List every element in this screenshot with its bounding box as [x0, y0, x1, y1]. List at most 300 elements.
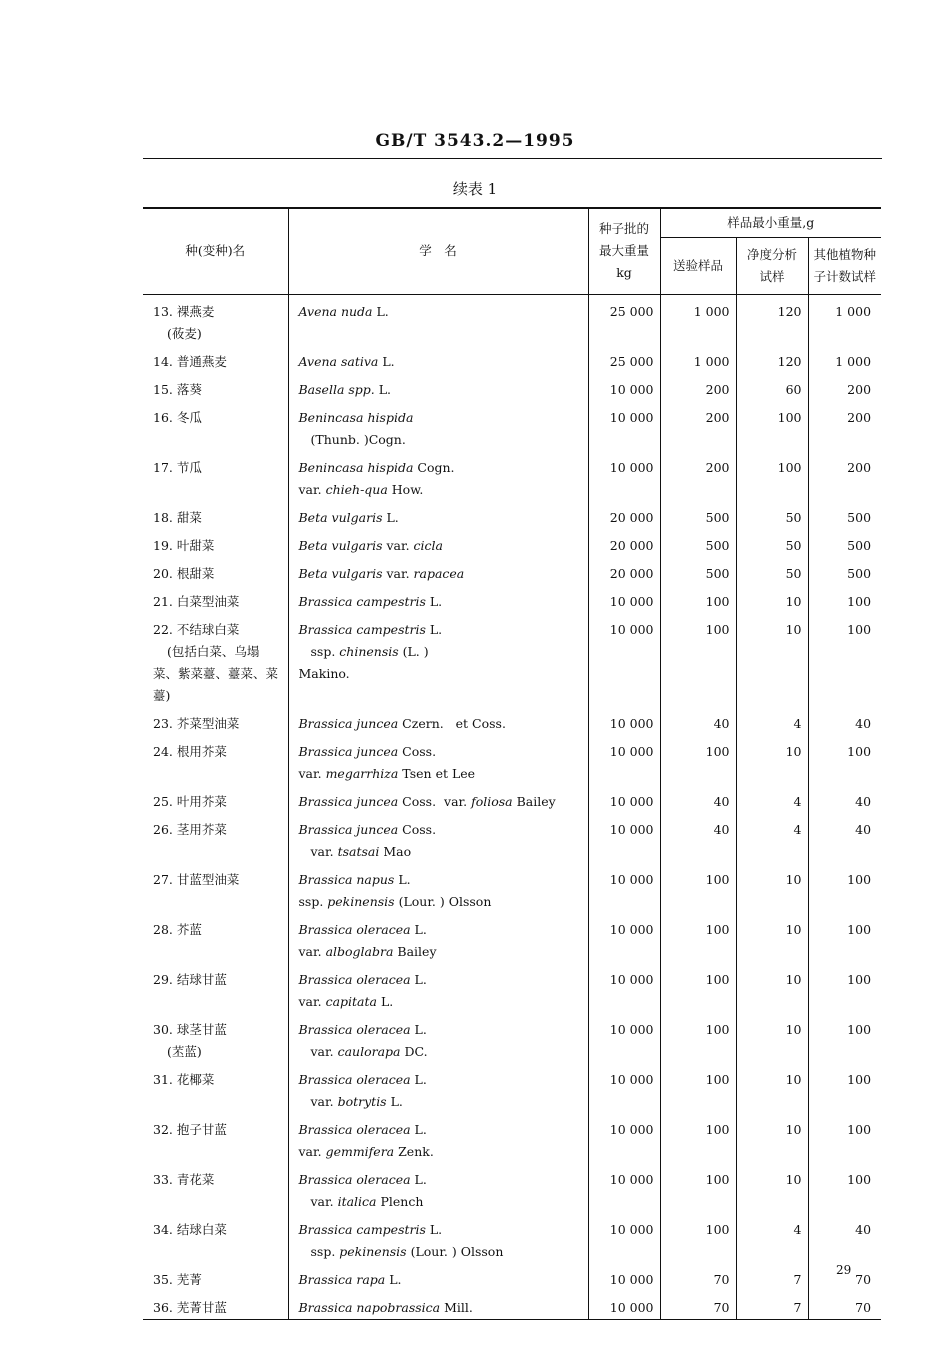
scientific-name-italic: Beta vulgaris [298, 509, 383, 525]
submitted-sample-cell: 1 000 [660, 345, 736, 373]
submitted-sample-cell: 40 [660, 707, 736, 735]
table-row [143, 585, 881, 613]
scientific-name-text: var. [382, 565, 414, 581]
submitted-sample-cell: 70 [660, 1291, 736, 1320]
species-name-cell [143, 863, 288, 913]
scientific-name-line [299, 919, 588, 941]
scientific-name-text: Coss. var. [398, 793, 472, 809]
other-seed-count-cell: 40 [808, 813, 881, 863]
species-name-line: 31. 花椰菜 [153, 1071, 215, 1087]
species-name-cell [143, 1113, 288, 1163]
submitted-sample-cell: 40 [660, 813, 736, 863]
submitted-sample-cell: 200 [660, 401, 736, 451]
scientific-name-line [299, 1191, 588, 1213]
lot-max-weight-cell: 10 000 [588, 1013, 660, 1063]
scientific-name-italic: Brassica campestris [298, 621, 426, 637]
purity-sample-cell: 10 [736, 613, 808, 707]
col-header-name: 种(变种)名 [143, 208, 288, 294]
col-header-submitted: 送验样品 [660, 237, 736, 294]
table-row [143, 501, 881, 529]
other-seed-count-cell: 200 [808, 373, 881, 401]
species-name-cell [143, 613, 288, 707]
scientific-name-text: (L. ) [398, 643, 429, 659]
scientific-name-italic: Beta vulgaris [298, 565, 383, 581]
scientific-name-text: L. [425, 621, 443, 637]
scientific-name-text: (Lour. ) Olsson [394, 893, 492, 909]
purity-sample-cell: 4 [736, 813, 808, 863]
scientific-name-line [299, 1141, 588, 1163]
species-name-line: 15. 落葵 [153, 381, 202, 397]
species-name-line: 19. 叶甜菜 [153, 537, 215, 553]
species-name-cell [143, 785, 288, 813]
submitted-sample-cell: 200 [660, 451, 736, 501]
species-name-cell [143, 963, 288, 1013]
scientific-name-line [299, 791, 588, 813]
scientific-name-cell [288, 585, 588, 613]
purity-sample-cell: 60 [736, 373, 808, 401]
table-row [143, 613, 881, 707]
col-header-other-seed [808, 237, 881, 294]
table-row [143, 913, 881, 963]
lot-max-weight-cell: 10 000 [588, 1213, 660, 1263]
table-body [143, 294, 881, 1319]
scientific-name-line [299, 819, 588, 841]
col-header-other-seed-line2: 子计数试样 [813, 268, 877, 284]
species-name-line: 27. 甘蓝型油菜 [153, 871, 240, 887]
scientific-name-cell [288, 613, 588, 707]
species-name-cell [143, 373, 288, 401]
document-header: GB/T 3543.2—1995 [375, 131, 575, 151]
species-name-line: 23. 芥菜型油菜 [153, 715, 240, 731]
purity-sample-cell: 50 [736, 529, 808, 557]
table-row [143, 1113, 881, 1163]
table-row [143, 785, 881, 813]
scientific-name-line [299, 741, 588, 763]
purity-sample-cell: 10 [736, 585, 808, 613]
scientific-name-italic: Brassica juncea [298, 715, 399, 731]
table-row [143, 373, 881, 401]
table-row [143, 1063, 881, 1113]
scientific-name-cell [288, 401, 588, 451]
scientific-name-text: L. [410, 1121, 427, 1137]
scientific-name-cell [288, 813, 588, 863]
other-seed-count-cell: 100 [808, 585, 881, 613]
scientific-name-cell [288, 707, 588, 735]
scientific-name-italic: pekinensis [339, 1243, 407, 1259]
scientific-name-line [299, 841, 588, 863]
species-name-cell [143, 1163, 288, 1213]
scientific-name-line [299, 1169, 588, 1191]
scientific-name-text: (Thunb. )Cogn. [310, 431, 406, 447]
species-name-line: 菜、紫菜薹、薹菜、菜 [153, 665, 279, 681]
purity-sample-cell: 10 [736, 913, 808, 963]
scientific-name-line [299, 869, 588, 891]
lot-max-weight-cell: 10 000 [588, 913, 660, 963]
scientific-name-line [299, 663, 588, 685]
scientific-name-cell [288, 1263, 588, 1291]
species-name-line: (苤蓝) [167, 1043, 202, 1059]
scientific-name-text: Mill. [440, 1299, 473, 1315]
scientific-name-italic: Brassica oleracea [298, 971, 411, 987]
submitted-sample-cell: 40 [660, 785, 736, 813]
col-header-min-weight-group: 样品最小重量,g [660, 208, 881, 237]
scientific-name-line [299, 351, 588, 373]
scientific-name-text: L. [410, 971, 427, 987]
scientific-name-italic: Brassica oleracea [298, 921, 411, 937]
scientific-name-line [299, 1069, 588, 1091]
scientific-name-text: DC. [400, 1043, 428, 1059]
scientific-name-text: Makino. [298, 665, 350, 681]
scientific-name-text: L. [425, 593, 443, 609]
scientific-name-text: var. [310, 843, 338, 859]
scientific-name-text: L. [372, 303, 389, 319]
scientific-name-cell [288, 1163, 588, 1213]
scientific-name-cell [288, 863, 588, 913]
scientific-name-line [299, 619, 588, 641]
scientific-name-italic: foliosa [471, 793, 513, 809]
purity-sample-cell: 10 [736, 735, 808, 785]
other-seed-count-cell: 100 [808, 735, 881, 785]
species-name-line: 21. 白菜型油菜 [153, 593, 240, 609]
scientific-name-italic: caulorapa [337, 1043, 401, 1059]
table-row [143, 529, 881, 557]
scientific-name-cell [288, 294, 588, 345]
scientific-name-text: var. [382, 537, 414, 553]
scientific-name-line [299, 763, 588, 785]
species-name-line: 32. 抱子甘蓝 [153, 1121, 227, 1137]
scientific-name-italic: Avena nuda [298, 303, 373, 319]
scientific-name-text: Plench [376, 1193, 424, 1209]
scientific-name-text: L. [410, 921, 427, 937]
other-seed-count-cell: 100 [808, 963, 881, 1013]
lot-max-weight-cell: 10 000 [588, 707, 660, 735]
scientific-name-cell [288, 1213, 588, 1263]
scientific-name-italic: tsatsai [337, 843, 380, 859]
lot-max-weight-cell: 20 000 [588, 501, 660, 529]
species-name-cell [143, 707, 288, 735]
lot-max-weight-cell: 10 000 [588, 1263, 660, 1291]
lot-max-weight-cell: 10 000 [588, 1291, 660, 1320]
scientific-name-cell [288, 501, 588, 529]
lot-max-weight-cell: 10 000 [588, 373, 660, 401]
scientific-name-cell [288, 451, 588, 501]
purity-sample-cell: 10 [736, 1013, 808, 1063]
scientific-name-cell [288, 1063, 588, 1113]
lot-max-weight-cell: 10 000 [588, 1113, 660, 1163]
scientific-name-text: L. [394, 871, 411, 887]
submitted-sample-cell: 100 [660, 613, 736, 707]
species-name-cell [143, 451, 288, 501]
col-header-lot-max-line2: 最大重量 [598, 243, 649, 259]
purity-sample-cell: 10 [736, 863, 808, 913]
species-name-line: 17. 节瓜 [153, 459, 202, 475]
other-seed-count-cell: 200 [808, 451, 881, 501]
lot-max-weight-cell: 10 000 [588, 785, 660, 813]
species-name-line: 25. 叶用芥菜 [153, 793, 227, 809]
page-number: 29 [836, 1263, 852, 1277]
table-caption: 续表 1 [452, 180, 498, 198]
scientific-name-line [299, 407, 588, 429]
scientific-name-line [299, 969, 588, 991]
scientific-name-line [299, 1041, 588, 1063]
col-header-lot-max [588, 208, 660, 294]
scientific-name-italic: Brassica juncea [298, 821, 399, 837]
purity-sample-cell: 120 [736, 294, 808, 345]
scientific-name-text: Tsen et Lee [398, 765, 476, 781]
scientific-name-text: L. [425, 1221, 443, 1237]
submitted-sample-cell: 1 000 [660, 294, 736, 345]
scientific-name-italic: botrytis [337, 1093, 387, 1109]
scientific-name-italic: chieh-qua [325, 481, 388, 497]
species-name-cell [143, 557, 288, 585]
species-name-line: 28. 芥蓝 [153, 921, 202, 937]
purity-sample-cell: 50 [736, 557, 808, 585]
lot-max-weight-cell: 10 000 [588, 585, 660, 613]
lot-max-weight-cell: 25 000 [588, 345, 660, 373]
scientific-name-italic: capitata [325, 993, 377, 1009]
scientific-name-text: ssp. [310, 1243, 340, 1259]
scientific-name-text: Coss. [398, 821, 437, 837]
scientific-name-text: L. [410, 1171, 427, 1187]
scientific-name-line [299, 563, 588, 585]
species-name-cell [143, 1291, 288, 1320]
scientific-name-line [299, 1019, 588, 1041]
submitted-sample-cell: 100 [660, 913, 736, 963]
scientific-name-text: Bailey [393, 943, 437, 959]
col-header-other-seed-line1: 其他植物种 [813, 246, 877, 262]
scientific-name-text: Zenk. [394, 1143, 434, 1159]
scientific-name-text: L. [378, 353, 395, 369]
scientific-name-text: L. [385, 1271, 402, 1287]
scientific-name-text: var. [310, 1043, 338, 1059]
other-seed-count-cell: 70 [808, 1263, 881, 1291]
purity-sample-cell: 4 [736, 785, 808, 813]
scientific-name-italic: rapacea [413, 565, 465, 581]
table-row [143, 557, 881, 585]
scientific-name-line [299, 713, 588, 735]
purity-sample-cell: 100 [736, 451, 808, 501]
scientific-name-cell [288, 963, 588, 1013]
species-name-line: 30. 球茎甘蓝 [153, 1021, 227, 1037]
scientific-name-italic: Beta vulgaris [298, 537, 383, 553]
table-row [143, 345, 881, 373]
scientific-name-cell [288, 1113, 588, 1163]
scientific-name-text: var. [298, 765, 326, 781]
species-name-line: 34. 结球白菜 [153, 1221, 227, 1237]
other-seed-count-cell: 100 [808, 1063, 881, 1113]
other-seed-count-cell: 100 [808, 1113, 881, 1163]
scientific-name-text: (Lour. ) Olsson [406, 1243, 504, 1259]
scientific-name-text: Coss. [398, 743, 437, 759]
species-name-cell [143, 1213, 288, 1263]
scientific-name-text: Bailey [512, 793, 556, 809]
col-header-purity [736, 237, 808, 294]
lot-max-weight-cell: 10 000 [588, 1063, 660, 1113]
other-seed-count-cell: 500 [808, 557, 881, 585]
scientific-name-italic: Benincasa hispida [298, 459, 414, 475]
species-name-line: 13. 裸燕麦 [153, 303, 215, 319]
other-seed-count-cell: 40 [808, 785, 881, 813]
scientific-name-text: ssp. [310, 643, 340, 659]
scientific-name-line [299, 591, 588, 613]
species-name-line: 16. 冬瓜 [153, 409, 202, 425]
species-name-cell [143, 913, 288, 963]
scientific-name-italic: Brassica napobrassica [298, 1299, 441, 1315]
purity-sample-cell: 100 [736, 401, 808, 451]
scientific-name-cell [288, 1013, 588, 1063]
lot-max-weight-cell: 20 000 [588, 529, 660, 557]
lot-max-weight-cell: 25 000 [588, 294, 660, 345]
species-name-line: 18. 甜菜 [153, 509, 202, 525]
scientific-name-text: ssp. [298, 893, 328, 909]
lot-max-weight-cell: 10 000 [588, 401, 660, 451]
scientific-name-italic: pekinensis [327, 893, 395, 909]
table-row [143, 294, 881, 345]
scientific-name-text: L. [410, 1071, 427, 1087]
scientific-name-italic: Avena sativa [298, 353, 379, 369]
submitted-sample-cell: 100 [660, 963, 736, 1013]
other-seed-count-cell: 500 [808, 501, 881, 529]
species-name-cell [143, 585, 288, 613]
species-name-line: 35. 芜菁 [153, 1271, 202, 1287]
scientific-name-text: Czern. et Coss. [398, 715, 506, 731]
submitted-sample-cell: 500 [660, 557, 736, 585]
species-name-line: 29. 结球甘蓝 [153, 971, 227, 987]
table-row [143, 707, 881, 735]
scientific-name-italic: Brassica campestris [298, 593, 426, 609]
scientific-name-line [299, 479, 588, 501]
other-seed-count-cell: 100 [808, 613, 881, 707]
scientific-name-text: Mao [379, 843, 412, 859]
scientific-name-italic: gemmifera [325, 1143, 395, 1159]
other-seed-count-cell: 200 [808, 401, 881, 451]
scientific-name-line [299, 379, 588, 401]
other-seed-count-cell: 100 [808, 863, 881, 913]
species-name-cell [143, 1263, 288, 1291]
other-seed-count-cell: 100 [808, 1013, 881, 1063]
species-name-line: 20. 根甜菜 [153, 565, 215, 581]
scientific-name-text: Cogn. [413, 459, 455, 475]
scientific-name-italic: Brassica campestris [298, 1221, 426, 1237]
scientific-name-italic: Brassica napus [298, 871, 395, 887]
submitted-sample-cell: 100 [660, 585, 736, 613]
scientific-name-text: var. [298, 943, 326, 959]
submitted-sample-cell: 200 [660, 373, 736, 401]
purity-sample-cell: 10 [736, 1163, 808, 1213]
scientific-name-text: L. [374, 381, 392, 397]
table-row [143, 735, 881, 785]
col-header-scientific: 学 名 [288, 208, 588, 294]
species-name-line: 26. 茎用芥菜 [153, 821, 227, 837]
species-name-cell [143, 345, 288, 373]
scientific-name-text: var. [310, 1193, 338, 1209]
other-seed-count-cell: 70 [808, 1291, 881, 1320]
species-name-cell [143, 501, 288, 529]
species-name-line: 22. 不结球白菜 [153, 621, 240, 637]
purity-sample-cell: 10 [736, 1113, 808, 1163]
species-name-line: 14. 普通燕麦 [153, 353, 227, 369]
scientific-name-line [299, 535, 588, 557]
scientific-name-italic: Brassica juncea [298, 743, 399, 759]
lot-max-weight-cell: 10 000 [588, 963, 660, 1013]
scientific-name-cell [288, 913, 588, 963]
other-seed-count-cell: 100 [808, 1163, 881, 1213]
species-name-cell [143, 1013, 288, 1063]
species-name-line: (莜麦) [167, 325, 202, 341]
scientific-name-italic: alboglabra [325, 943, 394, 959]
scientific-name-text: How. [387, 481, 424, 497]
lot-max-weight-cell: 20 000 [588, 557, 660, 585]
species-name-cell [143, 735, 288, 785]
header-rule [143, 158, 882, 159]
scientific-name-cell [288, 345, 588, 373]
purity-sample-cell: 10 [736, 963, 808, 1013]
scientific-name-text: L. [382, 509, 399, 525]
lot-max-weight-cell: 10 000 [588, 451, 660, 501]
scientific-name-italic: italica [337, 1193, 377, 1209]
scientific-name-italic: Benincasa hispida [298, 409, 414, 425]
scientific-name-text: var. [298, 1143, 326, 1159]
submitted-sample-cell: 70 [660, 1263, 736, 1291]
species-name-cell [143, 529, 288, 557]
species-name-cell [143, 401, 288, 451]
scientific-name-line [299, 941, 588, 963]
lot-max-weight-cell: 10 000 [588, 613, 660, 707]
submitted-sample-cell: 100 [660, 1013, 736, 1063]
table-row [143, 1213, 881, 1263]
table-row [143, 1013, 881, 1063]
table-row [143, 963, 881, 1013]
scientific-name-text: L. [410, 1021, 427, 1037]
scientific-name-italic: Basella spp. [298, 381, 375, 397]
scientific-name-cell [288, 557, 588, 585]
other-seed-count-cell: 40 [808, 1213, 881, 1263]
scientific-name-line [299, 1091, 588, 1113]
table-row [143, 863, 881, 913]
scientific-name-line [299, 991, 588, 1013]
species-name-cell [143, 1063, 288, 1113]
seed-sample-weight-table [143, 207, 881, 1320]
scientific-name-text: L. [386, 1093, 403, 1109]
scientific-name-italic: chinensis [339, 643, 399, 659]
scientific-name-text: var. [298, 993, 326, 1009]
species-name-cell [143, 813, 288, 863]
purity-sample-cell: 10 [736, 1063, 808, 1113]
table-row [143, 451, 881, 501]
table-row [143, 813, 881, 863]
species-name-line: 36. 芜菁甘蓝 [153, 1299, 227, 1315]
other-seed-count-cell: 1 000 [808, 294, 881, 345]
species-name-line: 24. 根用芥菜 [153, 743, 227, 759]
scientific-name-line [299, 1241, 588, 1263]
submitted-sample-cell: 100 [660, 863, 736, 913]
scientific-name-line [299, 1297, 588, 1319]
scientific-name-line [299, 301, 588, 323]
submitted-sample-cell: 100 [660, 1063, 736, 1113]
scientific-name-line [299, 507, 588, 529]
table-row [143, 1163, 881, 1213]
table-row [143, 1291, 881, 1320]
scientific-name-italic: Brassica oleracea [298, 1021, 411, 1037]
other-seed-count-cell: 100 [808, 913, 881, 963]
other-seed-count-cell: 1 000 [808, 345, 881, 373]
submitted-sample-cell: 100 [660, 1163, 736, 1213]
lot-max-weight-cell: 10 000 [588, 863, 660, 913]
species-name-cell [143, 294, 288, 345]
purity-sample-cell: 50 [736, 501, 808, 529]
scientific-name-line [299, 891, 588, 913]
scientific-name-line [299, 1119, 588, 1141]
